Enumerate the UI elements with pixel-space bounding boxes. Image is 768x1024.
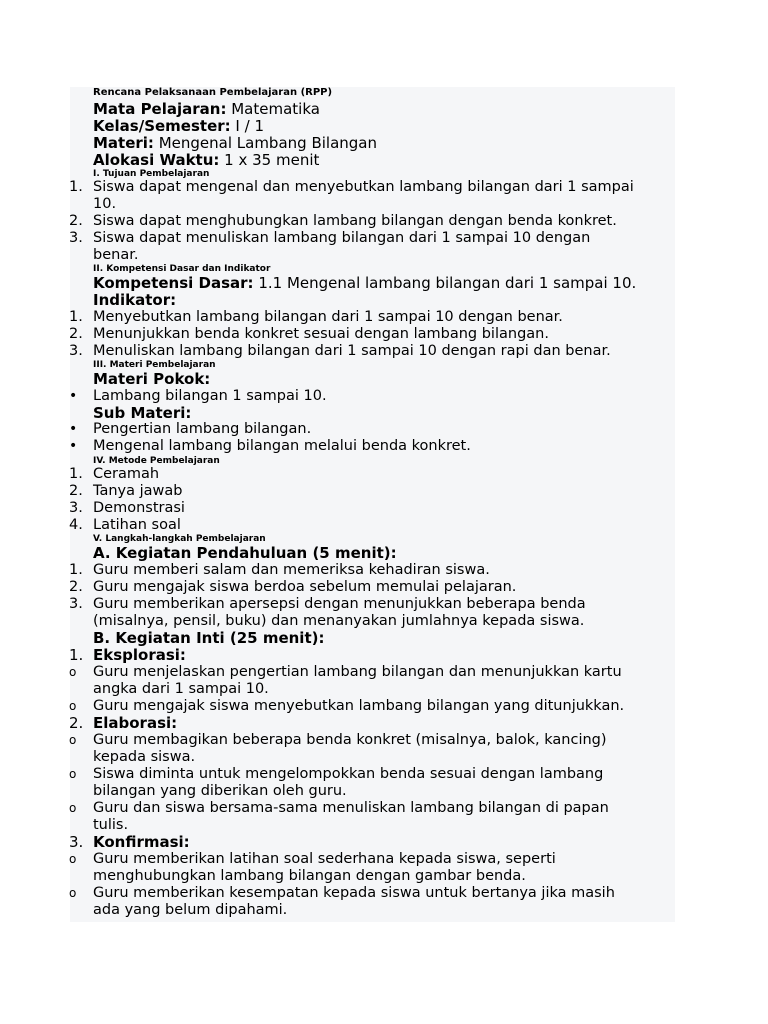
section-1-heading: I. Tujuan Pembelajaran: [93, 169, 210, 179]
confirmation-heading: [69, 833, 673, 851]
kd-line: [93, 275, 673, 292]
list-number: 2.: [69, 714, 84, 732]
list-text: Menunjukkan benda konkret sesuai dengan lambang bilangan.: [93, 326, 549, 342]
list-item: [69, 766, 673, 783]
subject-label: Mata Pelajaran:: [93, 100, 227, 118]
class-value: I / 1: [230, 117, 264, 135]
list-item: [69, 885, 673, 902]
list-text: tulis.: [93, 817, 129, 833]
list-item: [69, 230, 673, 247]
class-line: [93, 118, 673, 135]
circle-bullet-icon: o: [69, 665, 77, 679]
list-text: menghubungkan lambang bilangan dengan gambar benda.: [93, 868, 526, 884]
list-text: Guru memberikan apersepsi dengan menunjukkan beberapa benda: [93, 596, 586, 612]
list-number: 1.: [69, 309, 83, 325]
exploration-label: Eksplorasi:: [93, 646, 186, 664]
list-item: [69, 732, 673, 749]
material-line: [93, 135, 673, 152]
list-number: 2.: [69, 483, 83, 499]
circle-bullet-icon: o: [69, 767, 77, 781]
list-text: Guru memberikan latihan soal sederhana kepada siswa, seperti: [93, 851, 556, 867]
list-item: [69, 483, 673, 500]
list-text: ada yang belum dipahami.: [93, 902, 288, 918]
list-text: Siswa dapat menuliskan lambang bilangan dari 1 sampai 10 dengan: [93, 230, 591, 246]
list-number: 3.: [69, 500, 83, 516]
list-number: 2.: [69, 579, 83, 595]
section-5-heading: V. Langkah-langkah Pembelajaran: [93, 534, 266, 544]
list-item-continued: [93, 868, 673, 885]
list-text: Siswa dapat mengenal dan menyebutkan lambang bilangan dari 1 sampai: [93, 179, 634, 195]
list-text: angka dari 1 sampai 10.: [93, 681, 269, 697]
list-text: Guru memberikan kesempatan kepada siswa untuk bertanya jika masih: [93, 885, 615, 901]
list-item-continued: [93, 749, 673, 766]
circle-bullet-icon: o: [69, 801, 77, 815]
circle-bullet-icon: o: [69, 699, 77, 713]
list-text: Menyebutkan lambang bilangan dari 1 sampai 10 dengan benar.: [93, 309, 563, 325]
list-text: Menuliskan lambang bilangan dari 1 sampai 10 dengan rapi dan benar.: [93, 343, 611, 359]
list-text: Siswa dapat menghubungkan lambang bilangan dengan benda konkret.: [93, 213, 617, 229]
list-text: Tanya jawab: [93, 483, 183, 499]
material-value: Mengenal Lambang Bilangan: [153, 134, 377, 152]
list-item: [69, 326, 673, 343]
confirmation-label: Konfirmasi:: [93, 833, 190, 851]
list-item: [69, 596, 673, 613]
list-text: (misalnya, pensil, buku) dan menanyakan jumlahnya kepada siswa.: [93, 613, 585, 629]
opening-activity-label: A. Kegiatan Pendahuluan (5 menit):: [93, 544, 397, 562]
list-item: [69, 309, 673, 326]
list-item-continued: [93, 681, 673, 698]
list-text: benar.: [93, 247, 139, 263]
bullet-icon: •: [69, 438, 78, 454]
core-activity-label: B. Kegiatan Inti (25 menit):: [93, 629, 325, 647]
list-text: bilangan yang diberikan oleh guru.: [93, 783, 347, 799]
section-2-heading: II. Kompetensi Dasar dan Indikator: [93, 264, 271, 274]
list-text: Pengertian lambang bilangan.: [93, 421, 312, 437]
list-item: [69, 800, 673, 817]
list-item-continued: [93, 783, 673, 800]
list-number: 1.: [69, 646, 84, 664]
list-item: [69, 179, 673, 196]
main-material-label: Materi Pokok:: [93, 370, 211, 388]
list-item: [69, 343, 673, 360]
list-number: 3.: [69, 230, 83, 246]
list-item-continued: [93, 817, 673, 834]
list-item-continued: [93, 196, 673, 213]
list-text: Lambang bilangan 1 sampai 10.: [93, 388, 327, 404]
list-text: Ceramah: [93, 466, 160, 482]
list-item: [69, 438, 673, 455]
elaboration-heading: [69, 714, 673, 732]
circle-bullet-icon: o: [69, 852, 77, 866]
circle-bullet-icon: o: [69, 733, 77, 747]
subject-line: [93, 101, 673, 118]
list-text: Guru memberi salam dan memeriksa kehadiran siswa.: [93, 562, 490, 578]
kd-value: 1.1 Mengenal lambang bilangan dari 1 sampai 10.: [253, 274, 637, 292]
time-label: Alokasi Waktu:: [93, 151, 220, 169]
list-text: Demonstrasi: [93, 500, 185, 516]
list-item: [69, 213, 673, 230]
circle-bullet-icon: o: [69, 886, 77, 900]
list-item: [69, 698, 673, 715]
list-item-continued: [93, 613, 673, 630]
list-number: 2.: [69, 213, 83, 229]
material-label: Materi:: [93, 134, 154, 152]
list-text: Siswa diminta untuk mengelompokkan benda sesuai dengan lambang: [93, 766, 604, 782]
document-title: Rencana Pelaksanaan Pembelajaran (RPP): [93, 87, 333, 98]
elaboration-label: Elaborasi:: [93, 714, 178, 732]
list-item: [69, 562, 673, 579]
sub-material-label: Sub Materi:: [93, 404, 192, 422]
list-item-continued: [93, 902, 673, 919]
list-number: 4.: [69, 517, 83, 533]
list-number: 3.: [69, 833, 84, 851]
kd-label: Kompetensi Dasar:: [93, 274, 254, 292]
list-text: Guru mengajak siswa berdoa sebelum memulai pelajaran.: [93, 579, 517, 595]
indicator-label: Indikator:: [93, 291, 177, 309]
section-3-heading: III. Materi Pembelajaran: [93, 360, 216, 370]
bullet-icon: •: [69, 388, 78, 404]
bullet-icon: •: [69, 421, 78, 437]
time-line: [93, 152, 673, 169]
list-text: Latihan soal: [93, 517, 181, 533]
list-number: 1.: [69, 179, 83, 195]
list-item: [69, 500, 673, 517]
list-item: [69, 388, 673, 405]
list-text: Mengenal lambang bilangan melalui benda konkret.: [93, 438, 471, 454]
list-number: 2.: [69, 326, 83, 342]
list-item: [69, 517, 673, 534]
list-number: 1.: [69, 466, 83, 482]
list-text: Guru mengajak siswa menyebutkan lambang bilangan yang ditunjukkan.: [93, 698, 625, 714]
list-item: [69, 421, 673, 438]
time-value: 1 x 35 menit: [219, 151, 320, 169]
list-text: Guru membagikan beberapa benda konkret (misalnya, balok, kancing): [93, 732, 607, 748]
list-text: 10.: [93, 196, 117, 212]
list-text: kepada siswa.: [93, 749, 196, 765]
list-item: [69, 664, 673, 681]
section-4-heading: IV. Metode Pembelajaran: [93, 456, 220, 466]
list-text: Guru menjelaskan pengertian lambang bilangan dan menunjukkan kartu: [93, 664, 622, 680]
list-item: [69, 466, 673, 483]
list-text: Guru dan siswa bersama-sama menuliskan lambang bilangan di papan: [93, 800, 609, 816]
subject-value: Matematika: [226, 100, 320, 118]
list-number: 3.: [69, 596, 83, 612]
list-item: [69, 579, 673, 596]
list-item: [69, 851, 673, 868]
list-item-continued: [93, 247, 673, 264]
list-number: 3.: [69, 343, 83, 359]
class-label: Kelas/Semester:: [93, 117, 231, 135]
list-number: 1.: [69, 562, 83, 578]
exploration-heading: [69, 646, 673, 664]
